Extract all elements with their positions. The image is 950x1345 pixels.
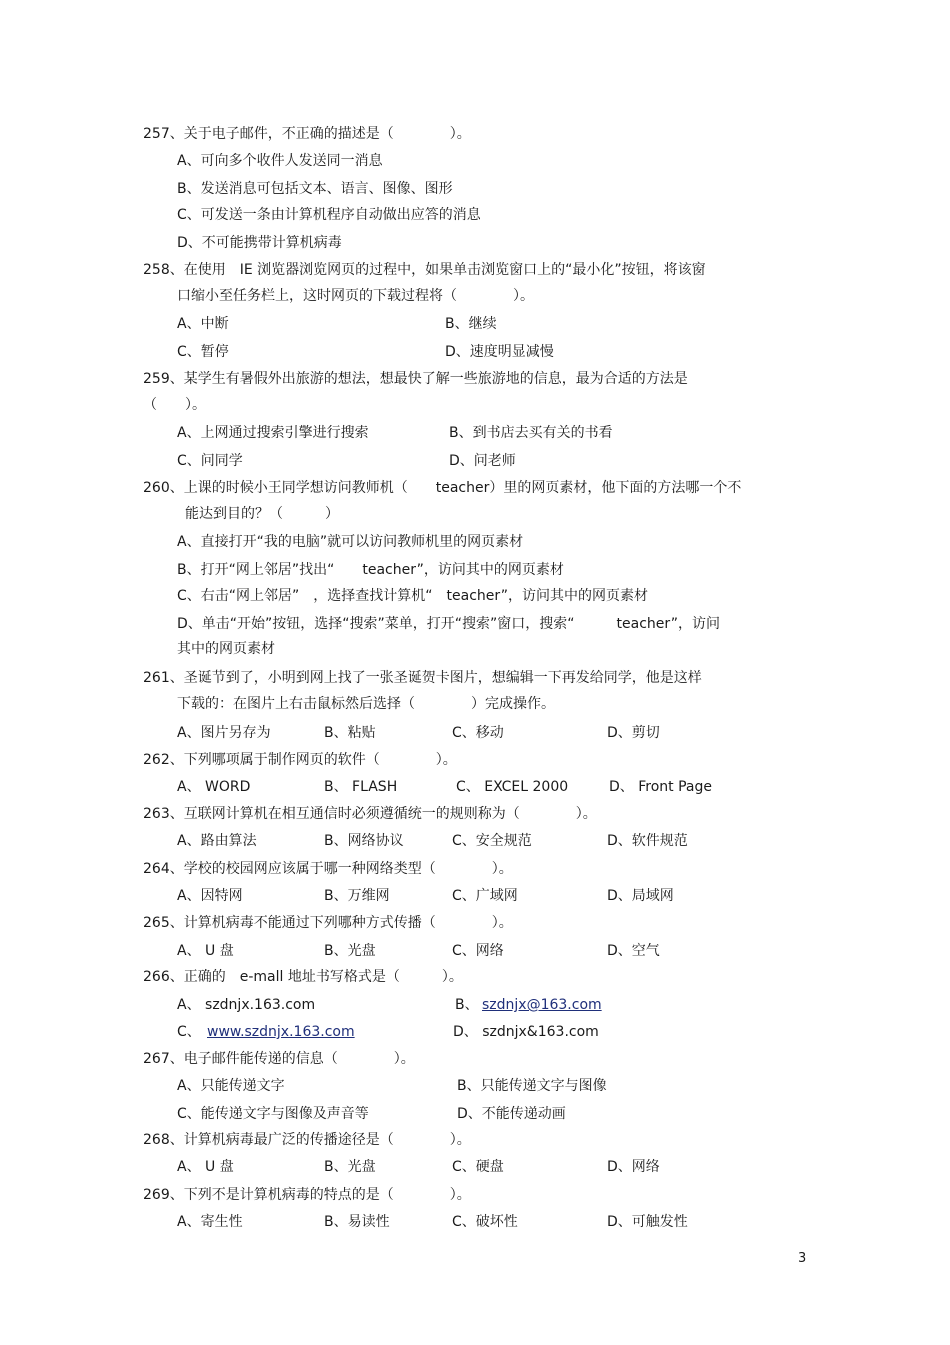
option-label: B、 bbox=[455, 997, 479, 1013]
option: B、光盘 bbox=[324, 1159, 376, 1175]
question-stem: 265、计算机病毒不能通过下列哪种方式传播（ ）。 bbox=[143, 915, 513, 931]
option: A、 szdnjx.163.com bbox=[177, 997, 316, 1013]
option: C、安全规范 bbox=[452, 833, 532, 849]
web-link[interactable]: www.szdnjx.163.com bbox=[207, 1024, 355, 1040]
option: D、 szdnjx&163.com bbox=[453, 1024, 599, 1040]
question-stem: 258、在使用 IE 浏览器浏览网页的过程中，如果单击浏览窗口上的“最小化”按钮，将该窗 bbox=[143, 262, 706, 278]
question-stem: 269、下列不是计算机病毒的特点的是（ ）。 bbox=[143, 1187, 471, 1203]
option: B、粘贴 bbox=[324, 725, 376, 741]
option: B、网络协议 bbox=[324, 833, 404, 849]
option: A、寄生性 bbox=[177, 1214, 243, 1230]
option: C、破坏性 bbox=[452, 1214, 518, 1230]
option: D、不可能携带计算机病毒 bbox=[177, 235, 342, 251]
page-number: 3 bbox=[798, 1251, 807, 1266]
question-stem: 260、上课的时候小王同学想访问教师机（ teacher）里的网页素材，他下面的方法哪一个不 bbox=[143, 480, 742, 496]
email-link[interactable]: szdnjx@163.com bbox=[482, 997, 602, 1013]
question-stem: 261、圣诞节到了，小明到网上找了一张圣诞贺卡图片，想编辑一下再发给同学，他是这样 bbox=[143, 670, 702, 686]
option: A、路由算法 bbox=[177, 833, 257, 849]
option: C、网络 bbox=[452, 943, 504, 959]
option: D、剪切 bbox=[607, 725, 660, 741]
option: C、可发送一条由计算机程序自动做出应答的消息 bbox=[177, 207, 481, 223]
option: C、硬盘 bbox=[452, 1159, 504, 1175]
option: D、空气 bbox=[607, 943, 660, 959]
option: B、继续 bbox=[445, 316, 497, 332]
option: D、局域网 bbox=[607, 888, 674, 904]
option: A、直接打开“我的电脑”就可以访问教师机里的网页素材 bbox=[177, 534, 524, 550]
option: C、问同学 bbox=[177, 453, 243, 469]
option: B、到书店去买有关的书看 bbox=[449, 425, 613, 441]
option: C、广域网 bbox=[452, 888, 518, 904]
option: B、只能传递文字与图像 bbox=[457, 1078, 607, 1094]
option: B、 FLASH bbox=[324, 779, 398, 795]
option-cont: 其中的网页素材 bbox=[177, 641, 275, 657]
option-label: C、 bbox=[177, 1024, 201, 1040]
option: D、速度明显减慢 bbox=[445, 344, 554, 360]
option: A、图片另存为 bbox=[177, 725, 271, 741]
option: B、发送消息可包括文本、语言、图像、图形 bbox=[177, 181, 453, 197]
question-stem-cont: 下载的：在图片上右击鼠标然后选择（ ）完成操作。 bbox=[177, 696, 555, 712]
option: D、 Front Page bbox=[609, 779, 712, 795]
question-stem: 262、下列哪项属于制作网页的软件（ ）。 bbox=[143, 752, 457, 768]
option: D、可触发性 bbox=[607, 1214, 688, 1230]
option: A、中断 bbox=[177, 316, 229, 332]
option: A、 U 盘 bbox=[177, 943, 234, 959]
option: D、软件规范 bbox=[607, 833, 688, 849]
question-stem: 268、计算机病毒最广泛的传播途径是（ ）。 bbox=[143, 1132, 471, 1148]
option: C、能传递文字与图像及声音等 bbox=[177, 1106, 369, 1122]
option: C、右击“网上邻居” ，选择查找计算机“ teacher”，访问其中的网页素材 bbox=[177, 588, 648, 604]
option: C、 EXCEL 2000 bbox=[456, 779, 569, 795]
question-stem-cont: （ ）。 bbox=[143, 397, 206, 413]
option: B、光盘 bbox=[324, 943, 376, 959]
option: A、 WORD bbox=[177, 779, 251, 795]
question-stem: 267、电子邮件能传递的信息（ ）。 bbox=[143, 1051, 415, 1067]
option: C、移动 bbox=[452, 725, 504, 741]
question-stem-cont: 口缩小至任务栏上，这时网页的下载过程将（ ）。 bbox=[177, 288, 534, 304]
option: D、单击“开始”按钮，选择“搜索”菜单，打开“搜索”窗口，搜索“ teacher”，访问 bbox=[177, 616, 721, 632]
option: A、上网通过搜索引擎进行搜索 bbox=[177, 425, 369, 441]
option: A、只能传递文字 bbox=[177, 1078, 285, 1094]
option: A、可向多个收件人发送同一消息 bbox=[177, 153, 383, 169]
option: A、因特网 bbox=[177, 888, 243, 904]
question-stem-cont: 能达到目的？（ ） bbox=[185, 506, 339, 522]
question-stem: 266、正确的 e-mall 地址书写格式是（ ）。 bbox=[143, 969, 463, 985]
option: A、 U 盘 bbox=[177, 1159, 234, 1175]
option: B、万维网 bbox=[324, 888, 390, 904]
option: B、打开“网上邻居”找出“ teacher”，访问其中的网页素材 bbox=[177, 562, 564, 578]
question-stem: 257、关于电子邮件，不正确的描述是（ ）。 bbox=[143, 126, 471, 142]
question-stem: 263、互联网计算机在相互通信时必须遵循统一的规则称为（ ）。 bbox=[143, 806, 597, 822]
question-stem: 259、某学生有暑假外出旅游的想法，想最快了解一些旅游地的信息，最为合适的方法是 bbox=[143, 371, 688, 387]
question-stem: 264、学校的校园网应该属于哪一种网络类型（ ）。 bbox=[143, 861, 513, 877]
option: C、暂停 bbox=[177, 344, 229, 360]
option: D、不能传递动画 bbox=[457, 1106, 566, 1122]
option: D、网络 bbox=[607, 1159, 660, 1175]
option: B、易读性 bbox=[324, 1214, 390, 1230]
option: D、问老师 bbox=[449, 453, 516, 469]
